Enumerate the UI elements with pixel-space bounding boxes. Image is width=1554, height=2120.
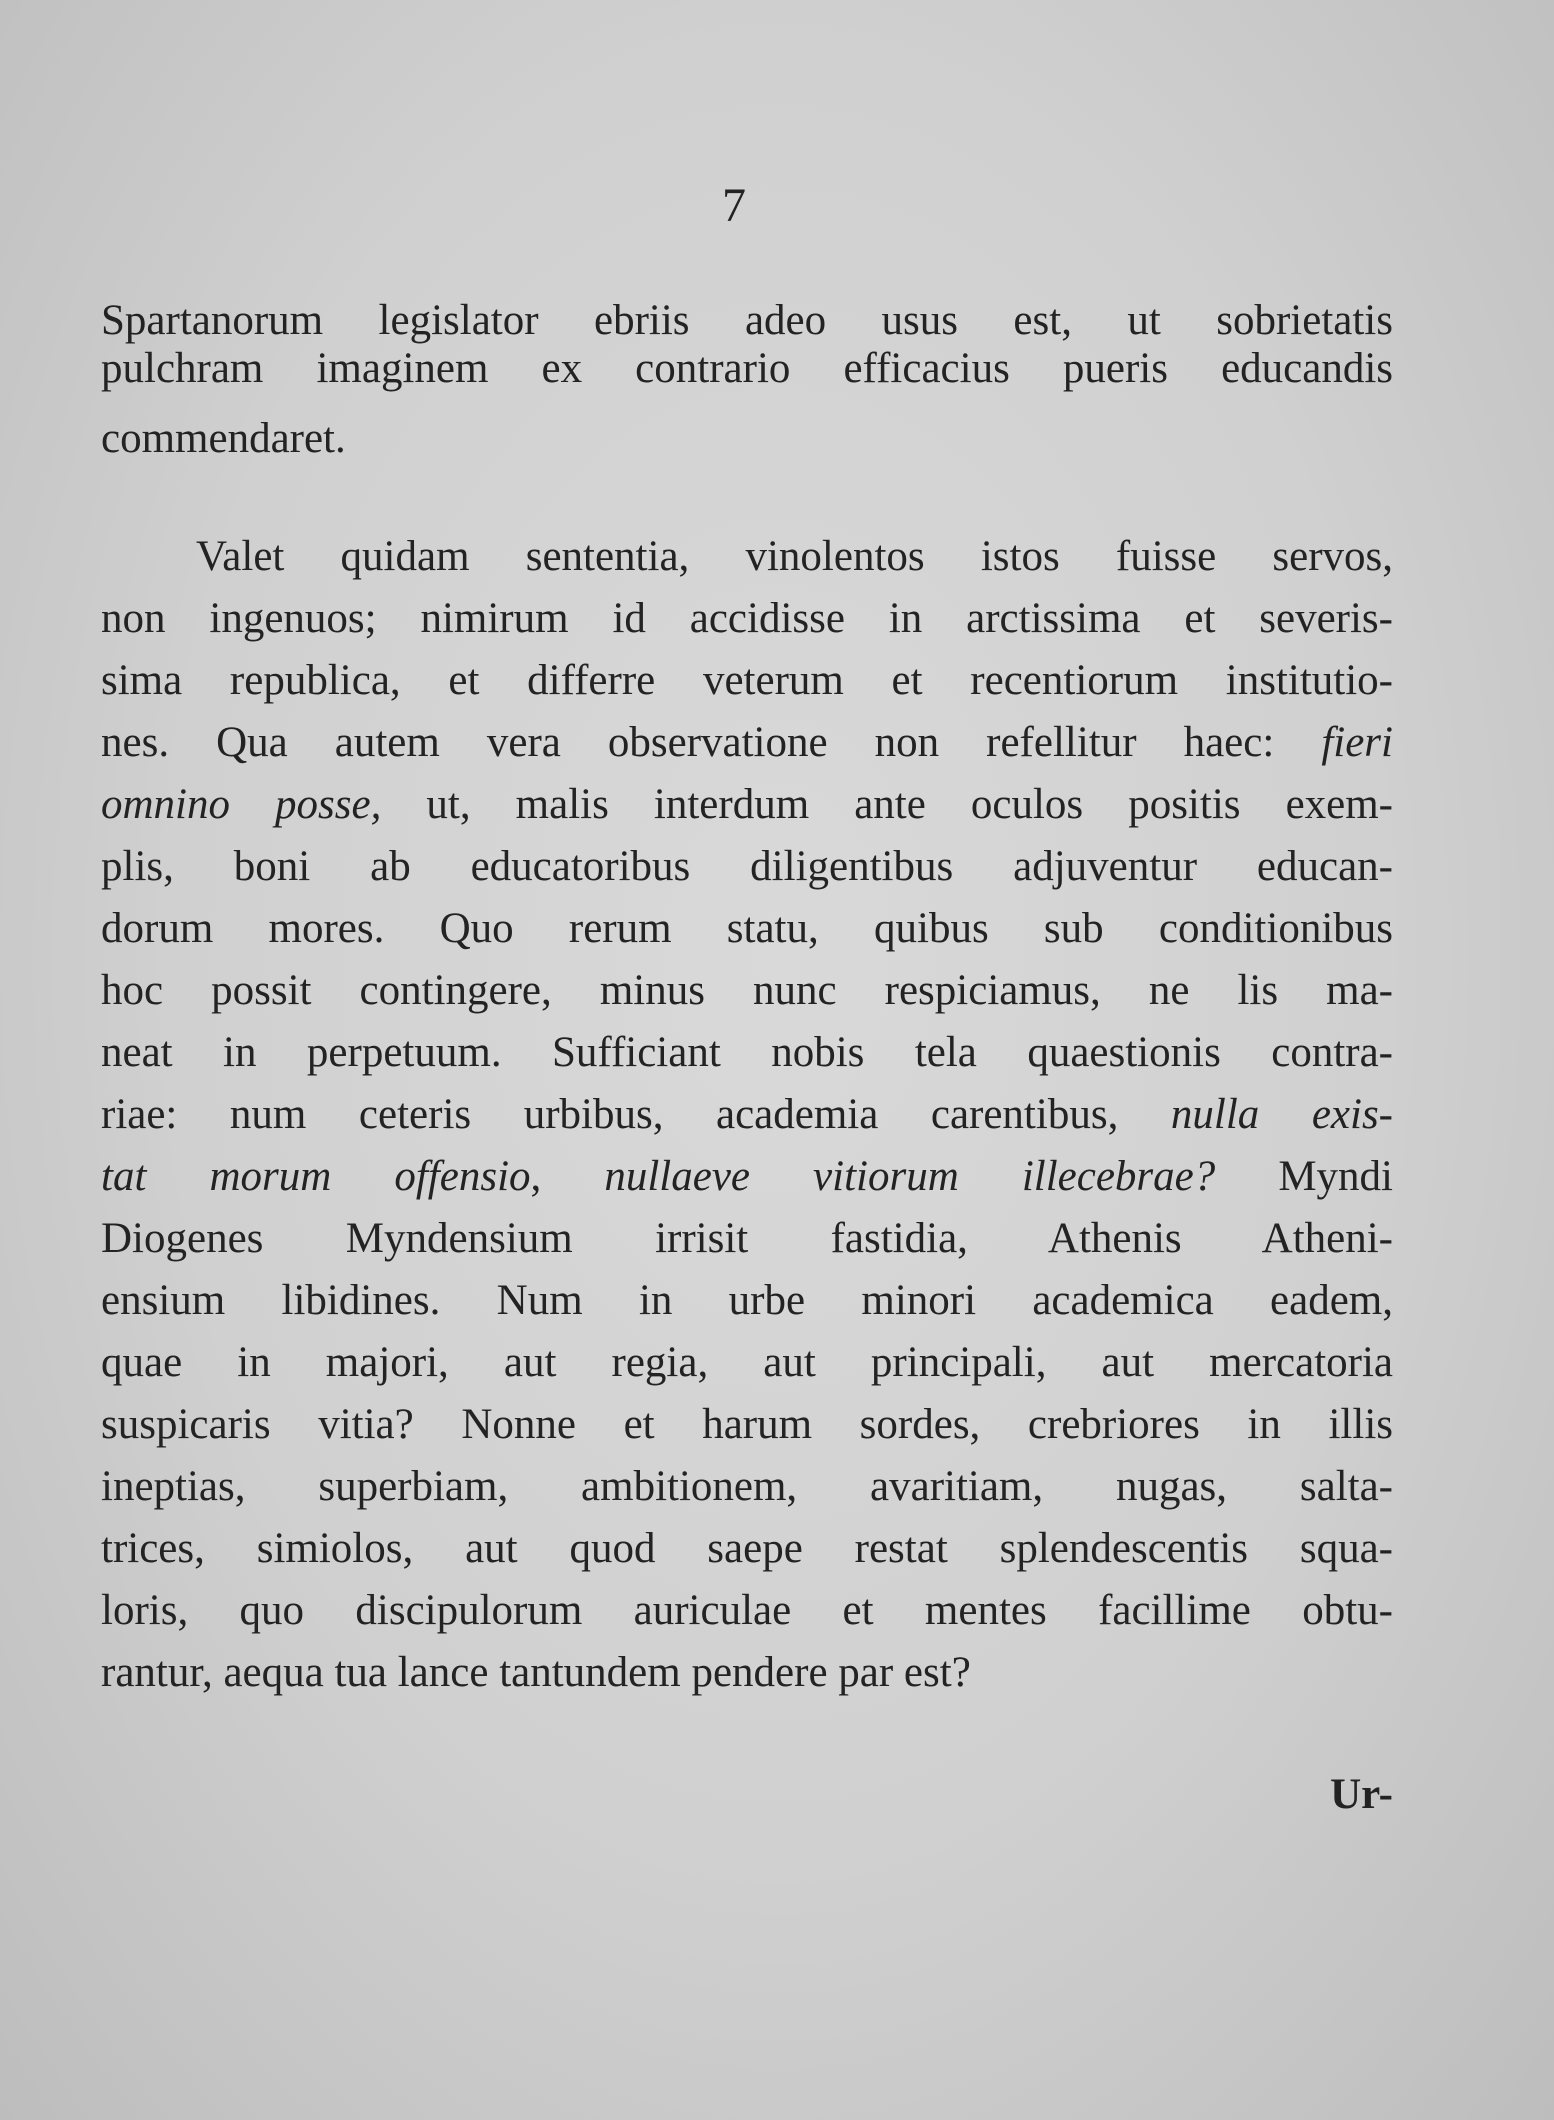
text-line-content bbox=[101, 966, 1393, 1016]
text-segment: pulchram imaginem ex contrario efficacius pueris educandis bbox=[101, 345, 1393, 392]
text-line-content bbox=[101, 1462, 1393, 1512]
text-segment: nes. Qua autem vera observatione non refellitur haec: bbox=[101, 719, 1322, 766]
text-line-content bbox=[101, 1214, 1393, 1264]
text-line bbox=[101, 842, 1393, 892]
text-line bbox=[101, 1338, 1393, 1388]
text-segment: ineptias, superbiam, ambitionem, avaritiam, nugas, salta- bbox=[101, 1463, 1393, 1510]
italic-text: nulla exis- bbox=[1170, 1091, 1393, 1138]
italic-text: tat morum offensio bbox=[101, 1153, 531, 1200]
text-line bbox=[101, 904, 1393, 954]
text-line-content bbox=[101, 1152, 1393, 1202]
text-line bbox=[101, 344, 1393, 394]
text-line bbox=[101, 780, 1393, 830]
text-segment: trices, simiolos, aut quod saepe restat splendescentis squa- bbox=[101, 1525, 1393, 1572]
text-line-content bbox=[101, 718, 1393, 768]
text-line-content bbox=[101, 1090, 1393, 1140]
text-line bbox=[101, 1648, 1393, 1698]
catchword: Ur- bbox=[1330, 1771, 1393, 1818]
text-line bbox=[101, 718, 1393, 768]
text-line-content bbox=[101, 1648, 1393, 1698]
text-segment: ensium libidines. Num in urbe minori academica eadem, bbox=[101, 1277, 1393, 1324]
text-segment: plis, boni ab educatoribus diligentibus adjuventur educan- bbox=[101, 843, 1393, 890]
text-line bbox=[101, 1214, 1393, 1264]
text-line bbox=[101, 1462, 1393, 1512]
text-line bbox=[101, 656, 1393, 706]
text-line bbox=[101, 966, 1393, 1016]
text-segment: quae in majori, aut regia, aut principali, aut mercatoria bbox=[101, 1339, 1393, 1386]
text-segment: sima republica, et differre veterum et recentiorum institutio- bbox=[101, 657, 1393, 704]
italic-text: nullaeve vitiorum illecebrae? bbox=[604, 1153, 1216, 1200]
text-segment: Diogenes Myndensium irrisit fastidia, Athenis Atheni- bbox=[101, 1215, 1393, 1262]
text-segment: rantur, aequa tua lance tantundem pendere par est? bbox=[101, 1649, 971, 1696]
text-segment: neat in perpetuum. Sufficiant nobis tela quaestionis contra- bbox=[101, 1029, 1393, 1076]
text-segment: , bbox=[530, 1153, 605, 1200]
text-segment: loris, quo discipulorum auriculae et mentes facillime obtu- bbox=[101, 1587, 1393, 1634]
text-line-content bbox=[101, 1524, 1393, 1574]
text-segment: non ingenuos; nimirum id accidisse in arctissima et severis- bbox=[101, 595, 1393, 642]
text-segment: Valet quidam sententia, vinolentos istos fuisse servos, bbox=[196, 533, 1393, 580]
text-line-content bbox=[101, 594, 1393, 644]
text-line bbox=[101, 594, 1393, 644]
text-line-content bbox=[101, 344, 1393, 394]
text-segment: dorum mores. Quo rerum statu, quibus sub conditionibus bbox=[101, 905, 1393, 952]
text-line bbox=[101, 1524, 1393, 1574]
italic-text: fieri bbox=[1321, 719, 1393, 766]
text-line-content bbox=[101, 842, 1393, 892]
text-line-content bbox=[101, 1276, 1393, 1326]
text-line-content bbox=[101, 1028, 1393, 1078]
text-line-content bbox=[101, 780, 1393, 830]
text-line-content bbox=[101, 904, 1393, 954]
text-line-content bbox=[101, 414, 1393, 464]
text-line-content bbox=[196, 532, 1393, 582]
text-line-content bbox=[101, 1338, 1393, 1388]
page-number: 7 bbox=[722, 179, 746, 232]
text-line-content bbox=[101, 296, 1393, 346]
text-line bbox=[101, 1586, 1393, 1636]
text-line-content bbox=[101, 1586, 1393, 1636]
text-segment: suspicaris vitia? Nonne et harum sordes, crebriores in illis bbox=[101, 1401, 1393, 1448]
text-line bbox=[101, 1400, 1393, 1450]
text-line bbox=[101, 1090, 1393, 1140]
text-line bbox=[101, 1152, 1393, 1202]
text-line-content bbox=[101, 656, 1393, 706]
text-line bbox=[101, 296, 1393, 346]
text-line bbox=[101, 414, 1393, 464]
text-line bbox=[101, 1028, 1393, 1078]
italic-text: omnino posse, bbox=[101, 781, 382, 828]
text-segment: Myndi bbox=[1215, 1153, 1393, 1200]
text-line bbox=[196, 532, 1393, 582]
text-segment: commendaret. bbox=[101, 415, 346, 462]
text-line bbox=[101, 1276, 1393, 1326]
text-line-content bbox=[101, 1400, 1393, 1450]
text-segment: Spartanorum legislator ebriis adeo usus est, ut sobrietatis bbox=[101, 297, 1393, 344]
text-segment: ut, malis interdum ante oculos positis exem- bbox=[381, 781, 1394, 828]
text-segment: riae: num ceteris urbibus, academia carentibus, bbox=[101, 1091, 1171, 1138]
text-segment: hoc possit contingere, minus nunc respiciamus, ne lis ma- bbox=[101, 967, 1393, 1014]
